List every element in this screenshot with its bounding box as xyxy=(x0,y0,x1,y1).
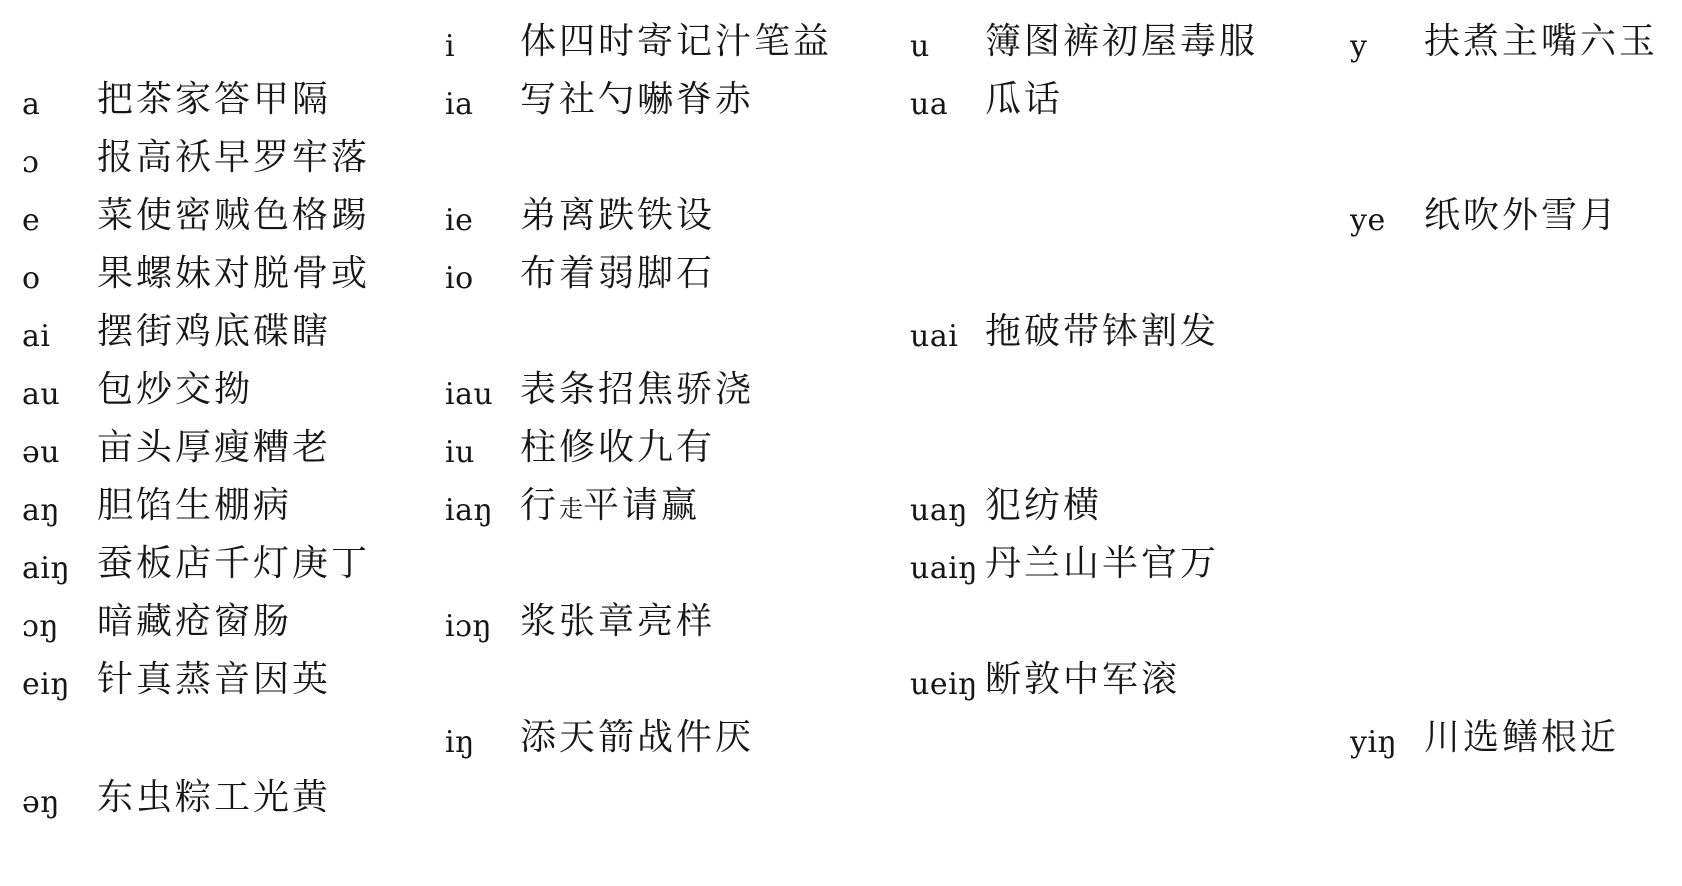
final-label: o xyxy=(22,261,41,296)
final-label: eiŋ xyxy=(22,667,71,702)
table-row xyxy=(0,708,1682,760)
final-label: uaŋ xyxy=(910,493,969,528)
final-label: ua xyxy=(910,87,949,122)
final-label: əu xyxy=(22,435,61,470)
example-characters: 针真蒸音因英 xyxy=(97,659,332,700)
table-row xyxy=(0,418,1682,470)
example-characters: 包炒交拗 xyxy=(97,369,254,410)
example-characters: 簿图裤初屋毒服 xyxy=(985,21,1259,62)
final-label: aŋ xyxy=(22,493,61,528)
character: 走 xyxy=(559,495,584,523)
final-label: au xyxy=(22,377,61,412)
final-label: ueiŋ xyxy=(910,667,978,702)
example-characters: 胆馅生棚病 xyxy=(97,485,293,526)
final-label: ie xyxy=(445,203,474,238)
table-row xyxy=(0,360,1682,412)
final-label: ɔŋ xyxy=(22,609,60,644)
table-row xyxy=(0,128,1682,180)
example-characters: 瓜话 xyxy=(985,79,1064,120)
table-row xyxy=(0,12,1682,64)
final-label: io xyxy=(445,261,474,296)
example-characters: 川选鳝根近 xyxy=(1424,717,1620,758)
example-characters: 添天箭战件厌 xyxy=(520,717,755,758)
final-label: iŋ xyxy=(445,725,475,760)
final-label: iu xyxy=(445,435,475,470)
table-row xyxy=(0,768,1682,820)
table-row xyxy=(0,534,1682,586)
final-label: uaiŋ xyxy=(910,551,979,586)
table-row xyxy=(0,70,1682,122)
table-row xyxy=(0,592,1682,644)
example-characters: 柱修收九有 xyxy=(520,427,716,468)
final-label: ye xyxy=(1350,203,1386,238)
final-label: i xyxy=(445,29,456,64)
final-label: e xyxy=(22,203,41,238)
example-characters: 表条招焦骄浇 xyxy=(520,369,755,410)
example-characters: 体四时寄记汁笔益 xyxy=(520,21,833,62)
final-label: u xyxy=(910,29,930,64)
final-label: aiŋ xyxy=(22,551,71,586)
example-characters: 暗藏疮窗肠 xyxy=(97,601,293,642)
example-characters: 摆街鸡底碟瞎 xyxy=(97,311,332,352)
final-label: iɔŋ xyxy=(445,609,493,644)
example-characters: 果螺妹对脱骨或 xyxy=(97,253,371,294)
example-characters: 把茶家答甲隔 xyxy=(97,79,332,120)
final-label: ia xyxy=(445,87,474,122)
example-characters: 犯纺横 xyxy=(985,485,1103,526)
example-characters: 纸吹外雪月 xyxy=(1424,195,1620,236)
example-characters xyxy=(520,486,700,529)
example-characters: 扶煮主嘴六玉 xyxy=(1424,21,1659,62)
example-characters: 浆张章亮样 xyxy=(520,601,716,642)
example-characters: 丹兰山半官万 xyxy=(985,543,1220,584)
example-characters: 写社勺嚇脊赤 xyxy=(520,79,755,120)
character: 平 xyxy=(583,485,623,526)
table-row xyxy=(0,302,1682,354)
example-characters: 蚕板店千灯庚丁 xyxy=(97,543,371,584)
final-label: iau xyxy=(445,377,494,412)
table-row xyxy=(0,476,1682,528)
example-characters: 布着弱脚石 xyxy=(520,253,716,294)
example-characters: 拖破带钵割发 xyxy=(985,311,1220,352)
table-row xyxy=(0,650,1682,702)
character: 请 xyxy=(622,485,662,526)
example-characters: 东虫粽工光黄 xyxy=(97,777,332,818)
final-label: a xyxy=(22,87,41,122)
example-characters: 断敦中军滚 xyxy=(985,659,1181,700)
final-label: əŋ xyxy=(22,785,61,820)
example-characters: 菜使密贼色格踢 xyxy=(97,195,371,236)
final-label: ɔ xyxy=(22,145,40,180)
example-characters: 报高袄早罗牢落 xyxy=(97,137,371,178)
final-label: iaŋ xyxy=(445,493,494,528)
table-row xyxy=(0,186,1682,238)
final-label: yiŋ xyxy=(1350,725,1398,760)
final-label: y xyxy=(1350,29,1368,64)
example-characters: 亩头厚瘦糟老 xyxy=(97,427,332,468)
final-label: ai xyxy=(22,319,51,354)
character: 行 xyxy=(520,485,560,526)
final-label: uai xyxy=(910,319,959,354)
example-characters: 弟离跌铁设 xyxy=(520,195,716,236)
table-row xyxy=(0,244,1682,296)
character: 赢 xyxy=(661,485,701,526)
